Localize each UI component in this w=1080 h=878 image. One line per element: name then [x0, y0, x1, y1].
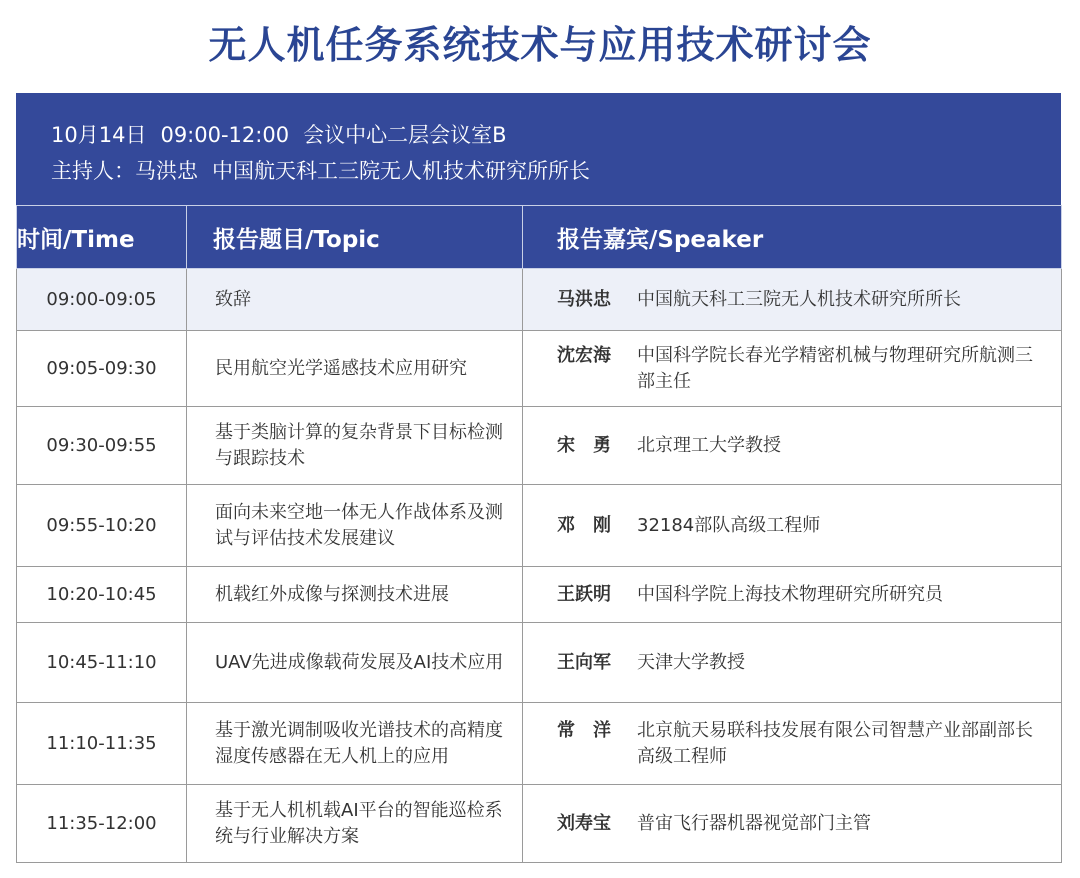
speaker-name: 王向军 — [557, 651, 611, 673]
table-row — [17, 407, 1062, 485]
row-topic: 基于类脑计算的复杂背景下目标检测与跟踪技术 — [187, 407, 523, 485]
row-time: 11:10-11:35 — [17, 703, 187, 785]
speaker-affiliation: 北京理工大学教授 — [637, 434, 781, 456]
speaker-name: 王跃明 — [557, 583, 611, 605]
row-time: 11:35-12:00 — [17, 785, 187, 863]
table-row — [17, 485, 1062, 567]
row-speaker — [523, 485, 1062, 567]
speaker-name: 沈宏海 — [557, 344, 611, 366]
session-time: 09:00-12:00 — [160, 123, 290, 147]
table-header — [17, 206, 1062, 269]
header-topic: 报告题目/Topic — [187, 206, 523, 269]
speaker-name: 邓 刚 — [557, 514, 611, 536]
speaker-name: 常 洋 — [557, 719, 611, 741]
row-topic: 面向未来空地一体无人作战体系及测试与评估技术发展建议 — [187, 485, 523, 567]
table-row — [17, 269, 1062, 331]
row-time: 09:00-09:05 — [17, 269, 187, 331]
host-label: 主持人：马洪忠 — [51, 159, 198, 183]
schedule-table — [16, 205, 1062, 863]
row-speaker — [523, 785, 1062, 863]
header-time: 时间/Time — [17, 206, 187, 269]
row-topic: 致辞 — [187, 269, 523, 331]
row-topic: 民用航空光学遥感技术应用研究 — [187, 331, 523, 407]
table-row — [17, 567, 1062, 623]
row-topic: 基于无人机机载AI平台的智能巡检系统与行业解决方案 — [187, 785, 523, 863]
speaker-affiliation: 天津大学教授 — [637, 651, 745, 673]
speaker-name: 马洪忠 — [557, 288, 611, 310]
speaker-affiliation: 中国科学院长春光学精密机械与物理研究所航测三部主任 — [637, 344, 1033, 392]
table-row — [17, 623, 1062, 703]
row-time: 09:05-09:30 — [17, 331, 187, 407]
row-speaker — [523, 331, 1062, 407]
row-topic: 机载红外成像与探测技术进展 — [187, 567, 523, 623]
row-speaker — [523, 407, 1062, 485]
table-row — [17, 331, 1062, 407]
row-topic: 基于激光调制吸收光谱技术的高精度湿度传感器在无人机上的应用 — [187, 703, 523, 785]
session-banner — [16, 93, 1061, 205]
row-speaker — [523, 703, 1062, 785]
speaker-affiliation: 中国航天科工三院无人机技术研究所所长 — [637, 288, 961, 310]
session-venue: 会议中心二层会议室B — [303, 123, 507, 147]
row-time: 10:20-10:45 — [17, 567, 187, 623]
speaker-affiliation: 32184部队高级工程师 — [637, 514, 821, 536]
speaker-name: 宋 勇 — [557, 434, 611, 456]
speaker-affiliation: 中国科学院上海技术物理研究所研究员 — [637, 583, 943, 605]
speaker-affiliation: 普宙飞行器机器视觉部门主管 — [637, 812, 871, 834]
session-date: 10月14日 — [51, 123, 147, 147]
row-time: 10:45-11:10 — [17, 623, 187, 703]
row-topic: UAV先进成像载荷发展及AI技术应用 — [187, 623, 523, 703]
session-info — [51, 117, 1061, 153]
row-speaker — [523, 269, 1062, 331]
session-host — [51, 153, 1061, 189]
row-time: 09:55-10:20 — [17, 485, 187, 567]
row-speaker — [523, 623, 1062, 703]
speaker-name: 刘寿宝 — [557, 812, 611, 834]
row-speaker — [523, 567, 1062, 623]
table-row — [17, 785, 1062, 863]
page-title: 无人机任务系统技术与应用技术研讨会 — [208, 23, 872, 67]
speaker-affiliation: 北京航天易联科技发展有限公司智慧产业部副部长高级工程师 — [637, 719, 1033, 767]
host-affiliation: 中国航天科工三院无人机技术研究所所长 — [212, 159, 590, 183]
row-time: 09:30-09:55 — [17, 407, 187, 485]
table-row — [17, 703, 1062, 785]
header-speaker: 报告嘉宾/Speaker — [523, 206, 1062, 269]
